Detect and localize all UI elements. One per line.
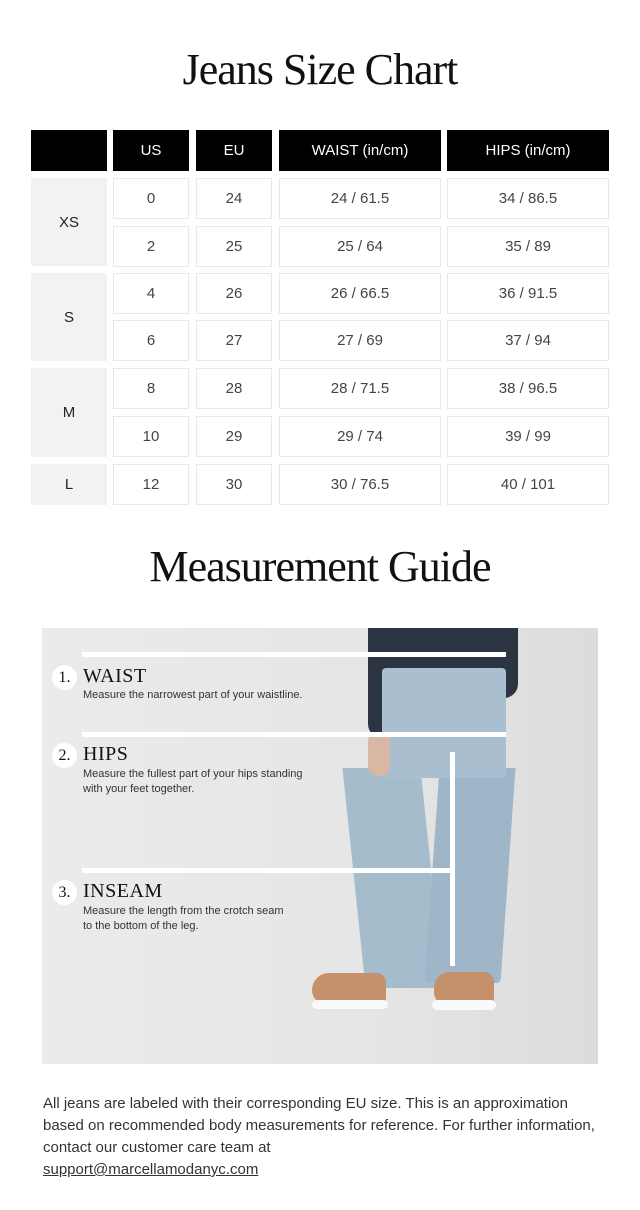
size-note-text: All jeans are labeled with their corresponding EU size. This is an approximation based on recommended body measurements for reference. For further information, contact our customer care team at [43, 1095, 595, 1156]
cell-eu: 28 [196, 368, 272, 409]
cell-eu: 29 [196, 416, 272, 457]
jeans-right-leg [424, 768, 515, 983]
cell-us: 6 [113, 320, 189, 361]
header-waist: WAIST (in/cm) [279, 130, 441, 171]
hips-heading: HIPS [83, 743, 129, 765]
waist-measure-line [82, 652, 506, 657]
inseam-measure-line [82, 868, 450, 873]
size-label-s: S [31, 273, 107, 361]
cell-hips: 38 / 96.5 [447, 368, 609, 409]
inseam-description: Measure the length from the crotch seam to the bottom of the leg. [83, 905, 284, 932]
hips-description: Measure the fullest part of your hips standing with your feet together. [83, 768, 303, 795]
header-us: US [113, 130, 189, 171]
cell-hips: 34 / 86.5 [447, 178, 609, 219]
hips-measure-line [82, 732, 506, 737]
cell-us: 0 [113, 178, 189, 219]
cell-waist: 26 / 66.5 [279, 273, 441, 314]
cell-us: 2 [113, 226, 189, 267]
cell-waist: 28 / 71.5 [279, 368, 441, 409]
inseam-vertical-line [450, 752, 455, 966]
cell-us: 10 [113, 416, 189, 457]
cell-eu: 24 [196, 178, 272, 219]
jeans-waist [382, 668, 506, 778]
step-number: 3. [52, 880, 77, 905]
cell-hips: 40 / 101 [447, 464, 609, 505]
step-number: 2. [52, 743, 77, 768]
support-email-link[interactable]: support@marcellamodanyc.com [43, 1161, 259, 1178]
cell-hips: 36 / 91.5 [447, 273, 609, 314]
header-blank [31, 130, 107, 171]
measurement-guide-title: Measurement Guide [149, 542, 491, 591]
cell-waist: 25 / 64 [279, 226, 441, 267]
cell-eu: 26 [196, 273, 272, 314]
model-hand [368, 732, 390, 776]
cell-waist: 24 / 61.5 [279, 178, 441, 219]
cell-hips: 35 / 89 [447, 226, 609, 267]
cell-waist: 27 / 69 [279, 320, 441, 361]
size-label-m: M [31, 368, 107, 457]
cell-eu: 27 [196, 320, 272, 361]
header-eu: EU [196, 130, 272, 171]
cell-hips: 37 / 94 [447, 320, 609, 361]
left-sneaker-sole [312, 1000, 388, 1009]
size-label-xs: XS [31, 178, 107, 266]
cell-us: 4 [113, 273, 189, 314]
cell-waist: 30 / 76.5 [279, 464, 441, 505]
cell-eu: 25 [196, 226, 272, 267]
inseam-heading: INSEAM [83, 880, 163, 902]
cell-eu: 30 [196, 464, 272, 505]
cell-us: 12 [113, 464, 189, 505]
measurement-guide-illustration [42, 628, 598, 1064]
step-number: 1. [52, 665, 77, 690]
size-label-l: L [31, 464, 107, 505]
cell-us: 8 [113, 368, 189, 409]
right-sneaker-sole [432, 1000, 496, 1010]
size-chart-title: Jeans Size Chart [182, 45, 458, 94]
cell-hips: 39 / 99 [447, 416, 609, 457]
cell-waist: 29 / 74 [279, 416, 441, 457]
header-hips: HIPS (in/cm) [447, 130, 609, 171]
waist-heading: WAIST [83, 665, 147, 687]
size-note [43, 1093, 613, 1181]
waist-description: Measure the narrowest part of your waistline. [83, 689, 303, 701]
